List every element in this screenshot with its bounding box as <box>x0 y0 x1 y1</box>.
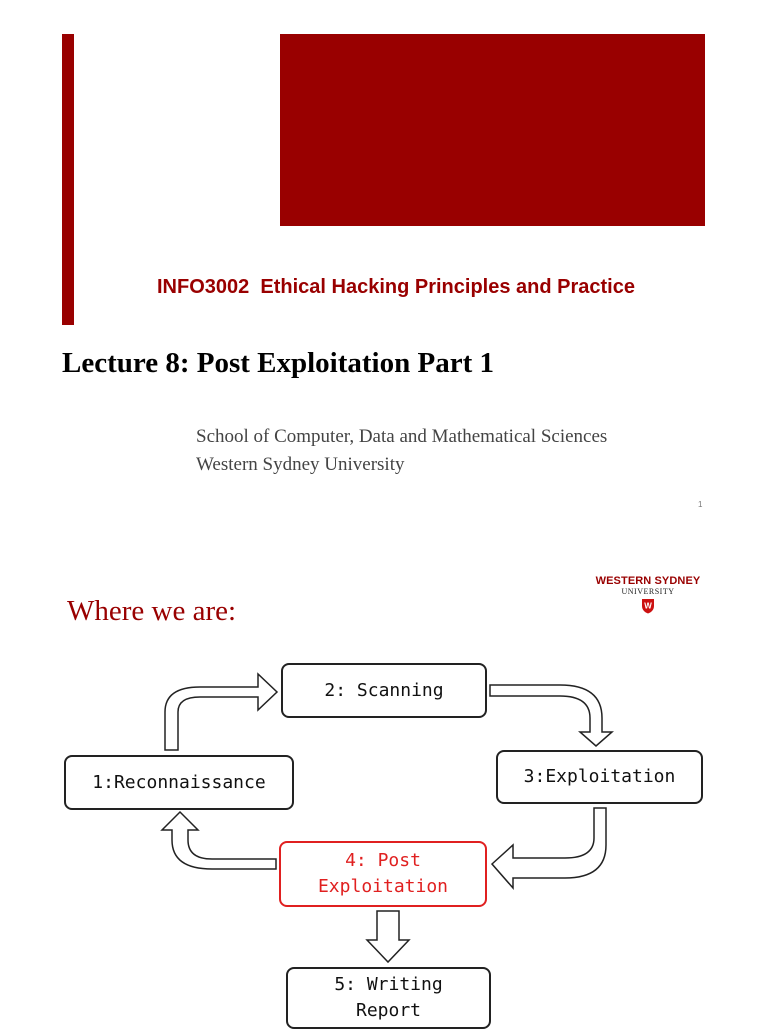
logo-wordmark: WESTERN SYDNEY <box>595 575 701 587</box>
course-title: INFO3002 Ethical Hacking Principles and Practice <box>157 276 635 298</box>
step-scanning: 2: Scanning <box>281 663 487 718</box>
logo-subtitle: UNIVERSITY <box>621 587 675 596</box>
arrow-exploitation-to-post <box>492 808 606 888</box>
arrow-post-to-report <box>367 911 409 962</box>
step-post-exploitation-label: 4: Post Exploitation <box>317 850 449 897</box>
step-post-exploitation <box>279 841 487 907</box>
logo-mark-text: W <box>644 601 652 611</box>
arrow-post-to-recon <box>162 812 276 869</box>
step-writing-report-label: 5: Writing Report <box>334 974 443 1021</box>
arrow-scanning-to-exploitation <box>490 685 612 746</box>
arrow-recon-to-scanning <box>165 674 277 750</box>
step-writing-report <box>286 967 491 1029</box>
step-reconnaissance: 1:Reconnaissance <box>64 755 294 810</box>
step-exploitation: 3:Exploitation <box>496 750 703 804</box>
slide-number: 1 <box>698 500 703 509</box>
section-title: Where we are: <box>67 595 237 627</box>
school-name: School of Computer, Data and Mathematical Sciences <box>196 426 608 447</box>
lecture-title: Lecture 8: Post Exploitation Part 1 <box>62 347 494 379</box>
university-name: Western Sydney University <box>196 454 405 475</box>
